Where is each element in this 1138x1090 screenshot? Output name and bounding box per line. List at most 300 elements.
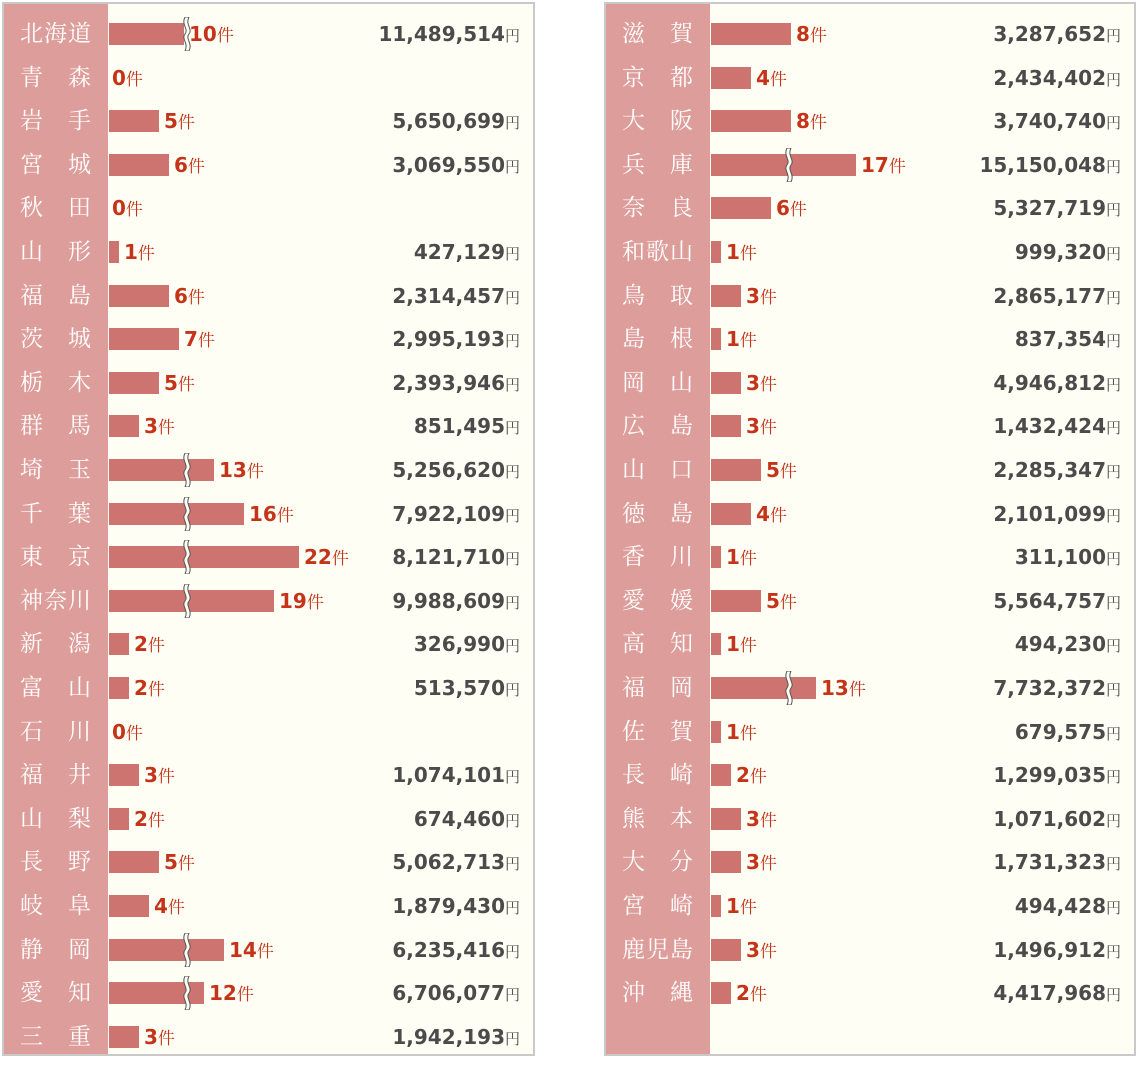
prefecture-label: 広 島 xyxy=(622,413,694,440)
table-row xyxy=(4,186,533,230)
count-label xyxy=(184,317,215,361)
count-value: 22 xyxy=(304,545,332,570)
table-row xyxy=(4,622,533,666)
table-row xyxy=(606,535,1134,579)
count-bar xyxy=(711,415,741,437)
count-value: 3 xyxy=(746,414,760,439)
count-value: 0 xyxy=(112,719,126,744)
prefecture-label: 兵 庫 xyxy=(622,151,694,178)
count-value: 3 xyxy=(746,850,760,875)
count-value: 2 xyxy=(134,806,148,831)
amount-unit: 円 xyxy=(504,768,520,787)
table-row xyxy=(606,884,1134,928)
count-unit: 件 xyxy=(759,810,777,831)
count-bar xyxy=(711,372,741,394)
amount-label xyxy=(414,622,520,666)
count-label xyxy=(164,361,195,405)
prefecture-label: 宮 崎 xyxy=(622,893,694,919)
amount-unit: 円 xyxy=(504,332,520,351)
table-row xyxy=(606,753,1134,797)
table-row xyxy=(4,361,533,405)
table-row xyxy=(606,274,1134,318)
count-unit: 件 xyxy=(187,287,205,308)
count-bar xyxy=(109,154,169,176)
count-unit: 件 xyxy=(157,1028,175,1049)
count-value: 13 xyxy=(219,458,247,482)
axis-break-mark xyxy=(181,453,193,487)
count-label xyxy=(756,492,787,536)
amount-label xyxy=(392,928,520,972)
amount-value: 851,495 xyxy=(413,414,505,439)
amount-unit: 円 xyxy=(1105,593,1121,612)
amount-value: 679,575 xyxy=(1014,719,1106,744)
count-value: 3 xyxy=(144,414,158,439)
amount-unit: 円 xyxy=(504,855,520,874)
amount-value: 11,489,514 xyxy=(378,22,505,46)
amount-label xyxy=(1015,884,1121,928)
amount-unit: 円 xyxy=(1105,70,1121,89)
count-unit: 件 xyxy=(759,941,777,962)
amount-label xyxy=(993,448,1121,492)
table-row xyxy=(606,56,1134,100)
table-row xyxy=(606,840,1134,884)
amount-unit: 円 xyxy=(504,288,520,307)
amount-unit: 円 xyxy=(1105,899,1121,917)
amount-label xyxy=(993,579,1121,623)
table-row xyxy=(4,797,533,841)
axis-break-mark xyxy=(783,671,795,705)
amount-value: 5,564,757 xyxy=(993,588,1106,613)
prefecture-label: 奈 良 xyxy=(622,195,694,222)
amount-label xyxy=(392,579,520,623)
prefecture-label: 大 阪 xyxy=(622,108,694,135)
amount-label xyxy=(993,840,1121,884)
amount-unit: 円 xyxy=(504,942,520,961)
amount-unit: 円 xyxy=(1105,463,1121,481)
count-unit: 件 xyxy=(739,723,757,744)
prefecture-label: 愛 知 xyxy=(20,980,92,1007)
count-unit: 件 xyxy=(147,636,165,657)
amount-value: 5,650,699 xyxy=(392,109,505,134)
table-row xyxy=(606,448,1134,492)
count-value: 5 xyxy=(164,370,178,395)
count-value: 1 xyxy=(124,240,138,264)
count-unit: 件 xyxy=(256,941,274,962)
count-unit: 件 xyxy=(246,462,264,482)
amount-label xyxy=(993,361,1121,405)
count-label xyxy=(726,230,757,274)
count-label xyxy=(144,404,175,448)
count-bar xyxy=(109,808,129,830)
prefecture-label: 鹿児島 xyxy=(622,936,694,963)
count-value: 3 xyxy=(144,1024,158,1049)
table-row xyxy=(4,884,533,928)
prefecture-label: 福 島 xyxy=(20,282,92,309)
prefecture-label: 鳥 取 xyxy=(622,282,694,309)
count-value: 5 xyxy=(164,850,178,875)
count-label xyxy=(124,230,155,274)
count-label xyxy=(112,186,143,230)
table-row xyxy=(4,1015,533,1059)
prefecture-label: 岡 山 xyxy=(622,369,694,396)
amount-label xyxy=(993,666,1121,710)
count-value: 8 xyxy=(796,22,810,46)
table-row xyxy=(606,928,1134,972)
left-panel xyxy=(2,2,535,1056)
count-unit: 件 xyxy=(759,287,777,308)
count-label xyxy=(174,143,205,187)
amount-unit: 円 xyxy=(1105,419,1121,438)
prefecture-label: 滋 賀 xyxy=(622,21,694,47)
count-value: 2 xyxy=(134,632,148,657)
axis-break-mark xyxy=(181,540,193,574)
count-value: 2 xyxy=(736,763,750,788)
table-row xyxy=(606,492,1134,536)
count-bar xyxy=(711,23,791,45)
count-value: 6 xyxy=(776,196,790,221)
count-bar xyxy=(109,503,244,525)
table-row xyxy=(606,230,1134,274)
axis-break-mark xyxy=(181,584,193,618)
count-bar xyxy=(711,285,741,307)
count-unit: 件 xyxy=(739,549,757,570)
amount-label xyxy=(993,492,1121,536)
amount-value: 2,995,193 xyxy=(392,327,505,352)
count-unit: 件 xyxy=(137,244,155,264)
prefecture-label: 千 葉 xyxy=(20,500,92,527)
amount-value: 5,327,719 xyxy=(993,196,1106,221)
count-label xyxy=(174,274,205,318)
amount-unit: 円 xyxy=(504,681,520,699)
amount-unit: 円 xyxy=(504,899,520,917)
count-unit: 件 xyxy=(125,723,143,744)
count-value: 5 xyxy=(164,109,178,134)
count-value: 2 xyxy=(134,676,148,700)
count-label xyxy=(746,840,777,884)
amount-label xyxy=(392,753,520,797)
amount-label xyxy=(993,971,1121,1015)
amount-unit: 円 xyxy=(504,245,520,263)
amount-label xyxy=(993,928,1121,972)
prefecture-label: 青 森 xyxy=(20,64,92,91)
count-label xyxy=(726,622,757,666)
count-bar xyxy=(711,241,721,263)
count-label xyxy=(144,753,175,797)
count-unit: 件 xyxy=(216,26,234,46)
count-unit: 件 xyxy=(739,331,757,352)
count-unit: 件 xyxy=(749,985,767,1006)
count-value: 3 xyxy=(144,763,158,788)
amount-label xyxy=(993,404,1121,448)
amount-value: 1,496,912 xyxy=(993,937,1106,962)
amount-value: 837,354 xyxy=(1014,327,1106,352)
amount-value: 513,570 xyxy=(413,676,505,700)
table-row xyxy=(4,928,533,972)
count-value: 1 xyxy=(726,719,740,744)
count-unit: 件 xyxy=(809,113,827,134)
amount-label xyxy=(392,884,520,928)
count-label xyxy=(112,56,143,100)
count-value: 16 xyxy=(249,501,277,526)
count-label xyxy=(746,404,777,448)
count-value: 6 xyxy=(174,152,188,177)
amount-unit: 円 xyxy=(504,593,520,612)
amount-unit: 円 xyxy=(1105,550,1121,569)
table-row xyxy=(606,317,1134,361)
count-unit: 件 xyxy=(187,156,205,177)
count-bar xyxy=(711,764,731,786)
count-unit: 件 xyxy=(759,374,777,395)
prefecture-label: 香 川 xyxy=(622,544,694,571)
count-label xyxy=(726,317,757,361)
count-unit: 件 xyxy=(236,985,254,1006)
amount-label xyxy=(1015,622,1121,666)
prefecture-label: 和歌山 xyxy=(622,239,694,265)
count-bar xyxy=(711,633,721,655)
table-row xyxy=(606,797,1134,841)
prefecture-label: 山 形 xyxy=(20,239,92,265)
prefecture-label: 沖 縄 xyxy=(622,980,694,1007)
count-bar xyxy=(711,851,741,873)
amount-label xyxy=(979,143,1121,187)
count-label xyxy=(796,12,827,56)
amount-label xyxy=(1015,230,1121,274)
count-label xyxy=(144,1015,175,1059)
count-bar xyxy=(711,808,741,830)
count-bar xyxy=(711,939,741,961)
amount-label xyxy=(392,274,520,318)
amount-unit: 円 xyxy=(1105,681,1121,699)
count-bar xyxy=(109,546,299,568)
prefecture-label: 山 梨 xyxy=(20,805,92,832)
count-value: 10 xyxy=(189,22,217,46)
prefecture-label: 富 山 xyxy=(20,675,92,701)
count-label xyxy=(164,840,195,884)
count-unit: 件 xyxy=(197,331,215,352)
amount-value: 1,879,430 xyxy=(392,894,505,918)
count-label xyxy=(746,928,777,972)
count-unit: 件 xyxy=(147,810,165,831)
count-bar xyxy=(711,677,816,699)
prefecture-label: 福 岡 xyxy=(622,675,694,701)
count-label xyxy=(736,971,767,1015)
prefecture-label: 茨 城 xyxy=(20,326,92,353)
amount-value: 5,256,620 xyxy=(392,458,505,482)
amount-value: 2,285,347 xyxy=(993,458,1106,482)
table-row xyxy=(4,579,533,623)
count-bar xyxy=(109,328,179,350)
amount-value: 2,314,457 xyxy=(392,283,505,308)
count-unit: 件 xyxy=(177,854,195,875)
prefecture-label: 長 崎 xyxy=(622,762,694,789)
count-bar xyxy=(711,546,721,568)
count-unit: 件 xyxy=(739,244,757,264)
count-unit: 件 xyxy=(739,636,757,657)
count-value: 4 xyxy=(154,894,168,918)
amount-label xyxy=(993,99,1121,143)
prefecture-label: 熊 本 xyxy=(622,805,694,832)
prefecture-label: 島 根 xyxy=(622,326,694,353)
table-row xyxy=(4,840,533,884)
count-unit: 件 xyxy=(276,505,294,526)
table-row xyxy=(606,404,1134,448)
amount-unit: 円 xyxy=(1105,724,1121,743)
amount-value: 1,299,035 xyxy=(993,763,1106,788)
count-label xyxy=(134,622,165,666)
prefecture-label: 静 岡 xyxy=(20,936,92,963)
amount-label xyxy=(392,492,520,536)
amount-label xyxy=(392,535,520,579)
count-bar xyxy=(109,895,149,917)
count-unit: 件 xyxy=(331,549,349,570)
count-value: 4 xyxy=(756,65,770,90)
count-bar xyxy=(711,110,791,132)
amount-value: 1,074,101 xyxy=(392,763,505,788)
table-row xyxy=(606,12,1134,56)
amount-value: 494,230 xyxy=(1014,632,1106,657)
table-row xyxy=(4,143,533,187)
amount-value: 6,235,416 xyxy=(392,937,505,962)
prefecture-label: 石 川 xyxy=(20,718,92,745)
count-label xyxy=(134,666,165,710)
count-label xyxy=(189,12,234,56)
count-value: 1 xyxy=(726,327,740,352)
amount-unit: 円 xyxy=(504,550,520,569)
count-value: 3 xyxy=(746,283,760,308)
table-row xyxy=(606,666,1134,710)
prefecture-label: 群 馬 xyxy=(20,413,92,440)
prefecture-label: 京 都 xyxy=(622,64,694,91)
table-row xyxy=(606,971,1134,1015)
amount-label xyxy=(392,99,520,143)
amount-unit: 円 xyxy=(1105,375,1121,394)
count-label xyxy=(766,579,797,623)
amount-value: 8,121,710 xyxy=(392,545,505,570)
amount-label xyxy=(392,317,520,361)
count-bar xyxy=(109,415,139,437)
count-value: 5 xyxy=(766,588,780,613)
count-label xyxy=(861,143,906,187)
amount-label xyxy=(414,797,520,841)
amount-label xyxy=(993,797,1121,841)
count-unit: 件 xyxy=(779,462,797,482)
count-label xyxy=(164,99,195,143)
count-value: 17 xyxy=(861,152,889,177)
prefecture-label: 宮 城 xyxy=(20,151,92,178)
count-bar xyxy=(109,23,184,45)
table-row xyxy=(606,99,1134,143)
amount-unit: 円 xyxy=(1105,288,1121,307)
count-unit: 件 xyxy=(739,898,757,918)
table-row xyxy=(4,317,533,361)
amount-unit: 円 xyxy=(504,157,520,176)
prefecture-label: 長 野 xyxy=(20,849,92,876)
amount-unit: 円 xyxy=(504,1029,520,1048)
amount-label xyxy=(1015,535,1121,579)
amount-label xyxy=(993,186,1121,230)
table-row xyxy=(4,274,533,318)
count-unit: 件 xyxy=(157,418,175,439)
amount-label xyxy=(392,1015,520,1059)
amount-value: 3,069,550 xyxy=(392,152,505,177)
count-unit: 件 xyxy=(769,505,787,526)
amount-unit: 円 xyxy=(504,811,520,830)
count-unit: 件 xyxy=(125,200,143,221)
count-unit: 件 xyxy=(759,418,777,439)
count-unit: 件 xyxy=(769,69,787,90)
table-row xyxy=(4,56,533,100)
count-label xyxy=(304,535,349,579)
count-bar xyxy=(109,1026,139,1048)
count-bar xyxy=(109,459,214,481)
count-bar xyxy=(711,328,721,350)
amount-value: 1,071,602 xyxy=(993,806,1106,831)
axis-break-mark xyxy=(783,148,795,182)
count-value: 1 xyxy=(726,240,740,264)
amount-value: 1,432,424 xyxy=(993,414,1106,439)
table-row xyxy=(606,143,1134,187)
count-label xyxy=(134,797,165,841)
prefecture-label: 佐 賀 xyxy=(622,718,694,745)
amount-value: 9,988,609 xyxy=(392,588,505,613)
count-unit: 件 xyxy=(809,26,827,46)
count-unit: 件 xyxy=(177,113,195,134)
count-unit: 件 xyxy=(177,374,195,395)
axis-break-mark xyxy=(181,497,193,531)
count-bar xyxy=(711,197,771,219)
prefecture-label: 岩 手 xyxy=(20,108,92,135)
count-label xyxy=(154,884,185,928)
count-bar xyxy=(711,503,751,525)
amount-label xyxy=(392,448,520,492)
count-value: 8 xyxy=(796,109,810,134)
prefecture-label: 大 分 xyxy=(622,849,694,876)
axis-break-mark xyxy=(181,976,193,1010)
prefecture-label: 高 知 xyxy=(622,631,694,658)
amount-label xyxy=(378,12,520,56)
count-label xyxy=(229,928,274,972)
amount-value: 2,393,946 xyxy=(392,370,505,395)
table-row xyxy=(4,710,533,754)
table-row xyxy=(4,666,533,710)
count-label xyxy=(796,99,827,143)
count-value: 7 xyxy=(184,327,198,352)
count-label xyxy=(766,448,797,492)
amount-value: 2,434,402 xyxy=(993,65,1106,90)
amount-unit: 円 xyxy=(1105,942,1121,961)
count-value: 12 xyxy=(209,981,237,1006)
prefecture-label: 岐 阜 xyxy=(20,893,92,919)
prefecture-label: 埼 玉 xyxy=(20,457,92,483)
amount-unit: 円 xyxy=(504,375,520,394)
count-value: 1 xyxy=(726,545,740,570)
amount-label xyxy=(392,840,520,884)
amount-unit: 円 xyxy=(1105,506,1121,525)
amount-unit: 円 xyxy=(1105,157,1121,176)
amount-value: 2,101,099 xyxy=(993,501,1106,526)
count-bar xyxy=(109,110,159,132)
count-bar xyxy=(711,982,731,1004)
count-label xyxy=(756,56,787,100)
amount-unit: 円 xyxy=(504,986,520,1005)
amount-unit: 円 xyxy=(504,506,520,525)
amount-label xyxy=(1015,317,1121,361)
count-bar xyxy=(109,241,119,263)
count-bar xyxy=(109,677,129,699)
prefecture-label: 新 潟 xyxy=(20,631,92,658)
count-unit: 件 xyxy=(789,200,807,221)
count-bar xyxy=(711,590,761,612)
